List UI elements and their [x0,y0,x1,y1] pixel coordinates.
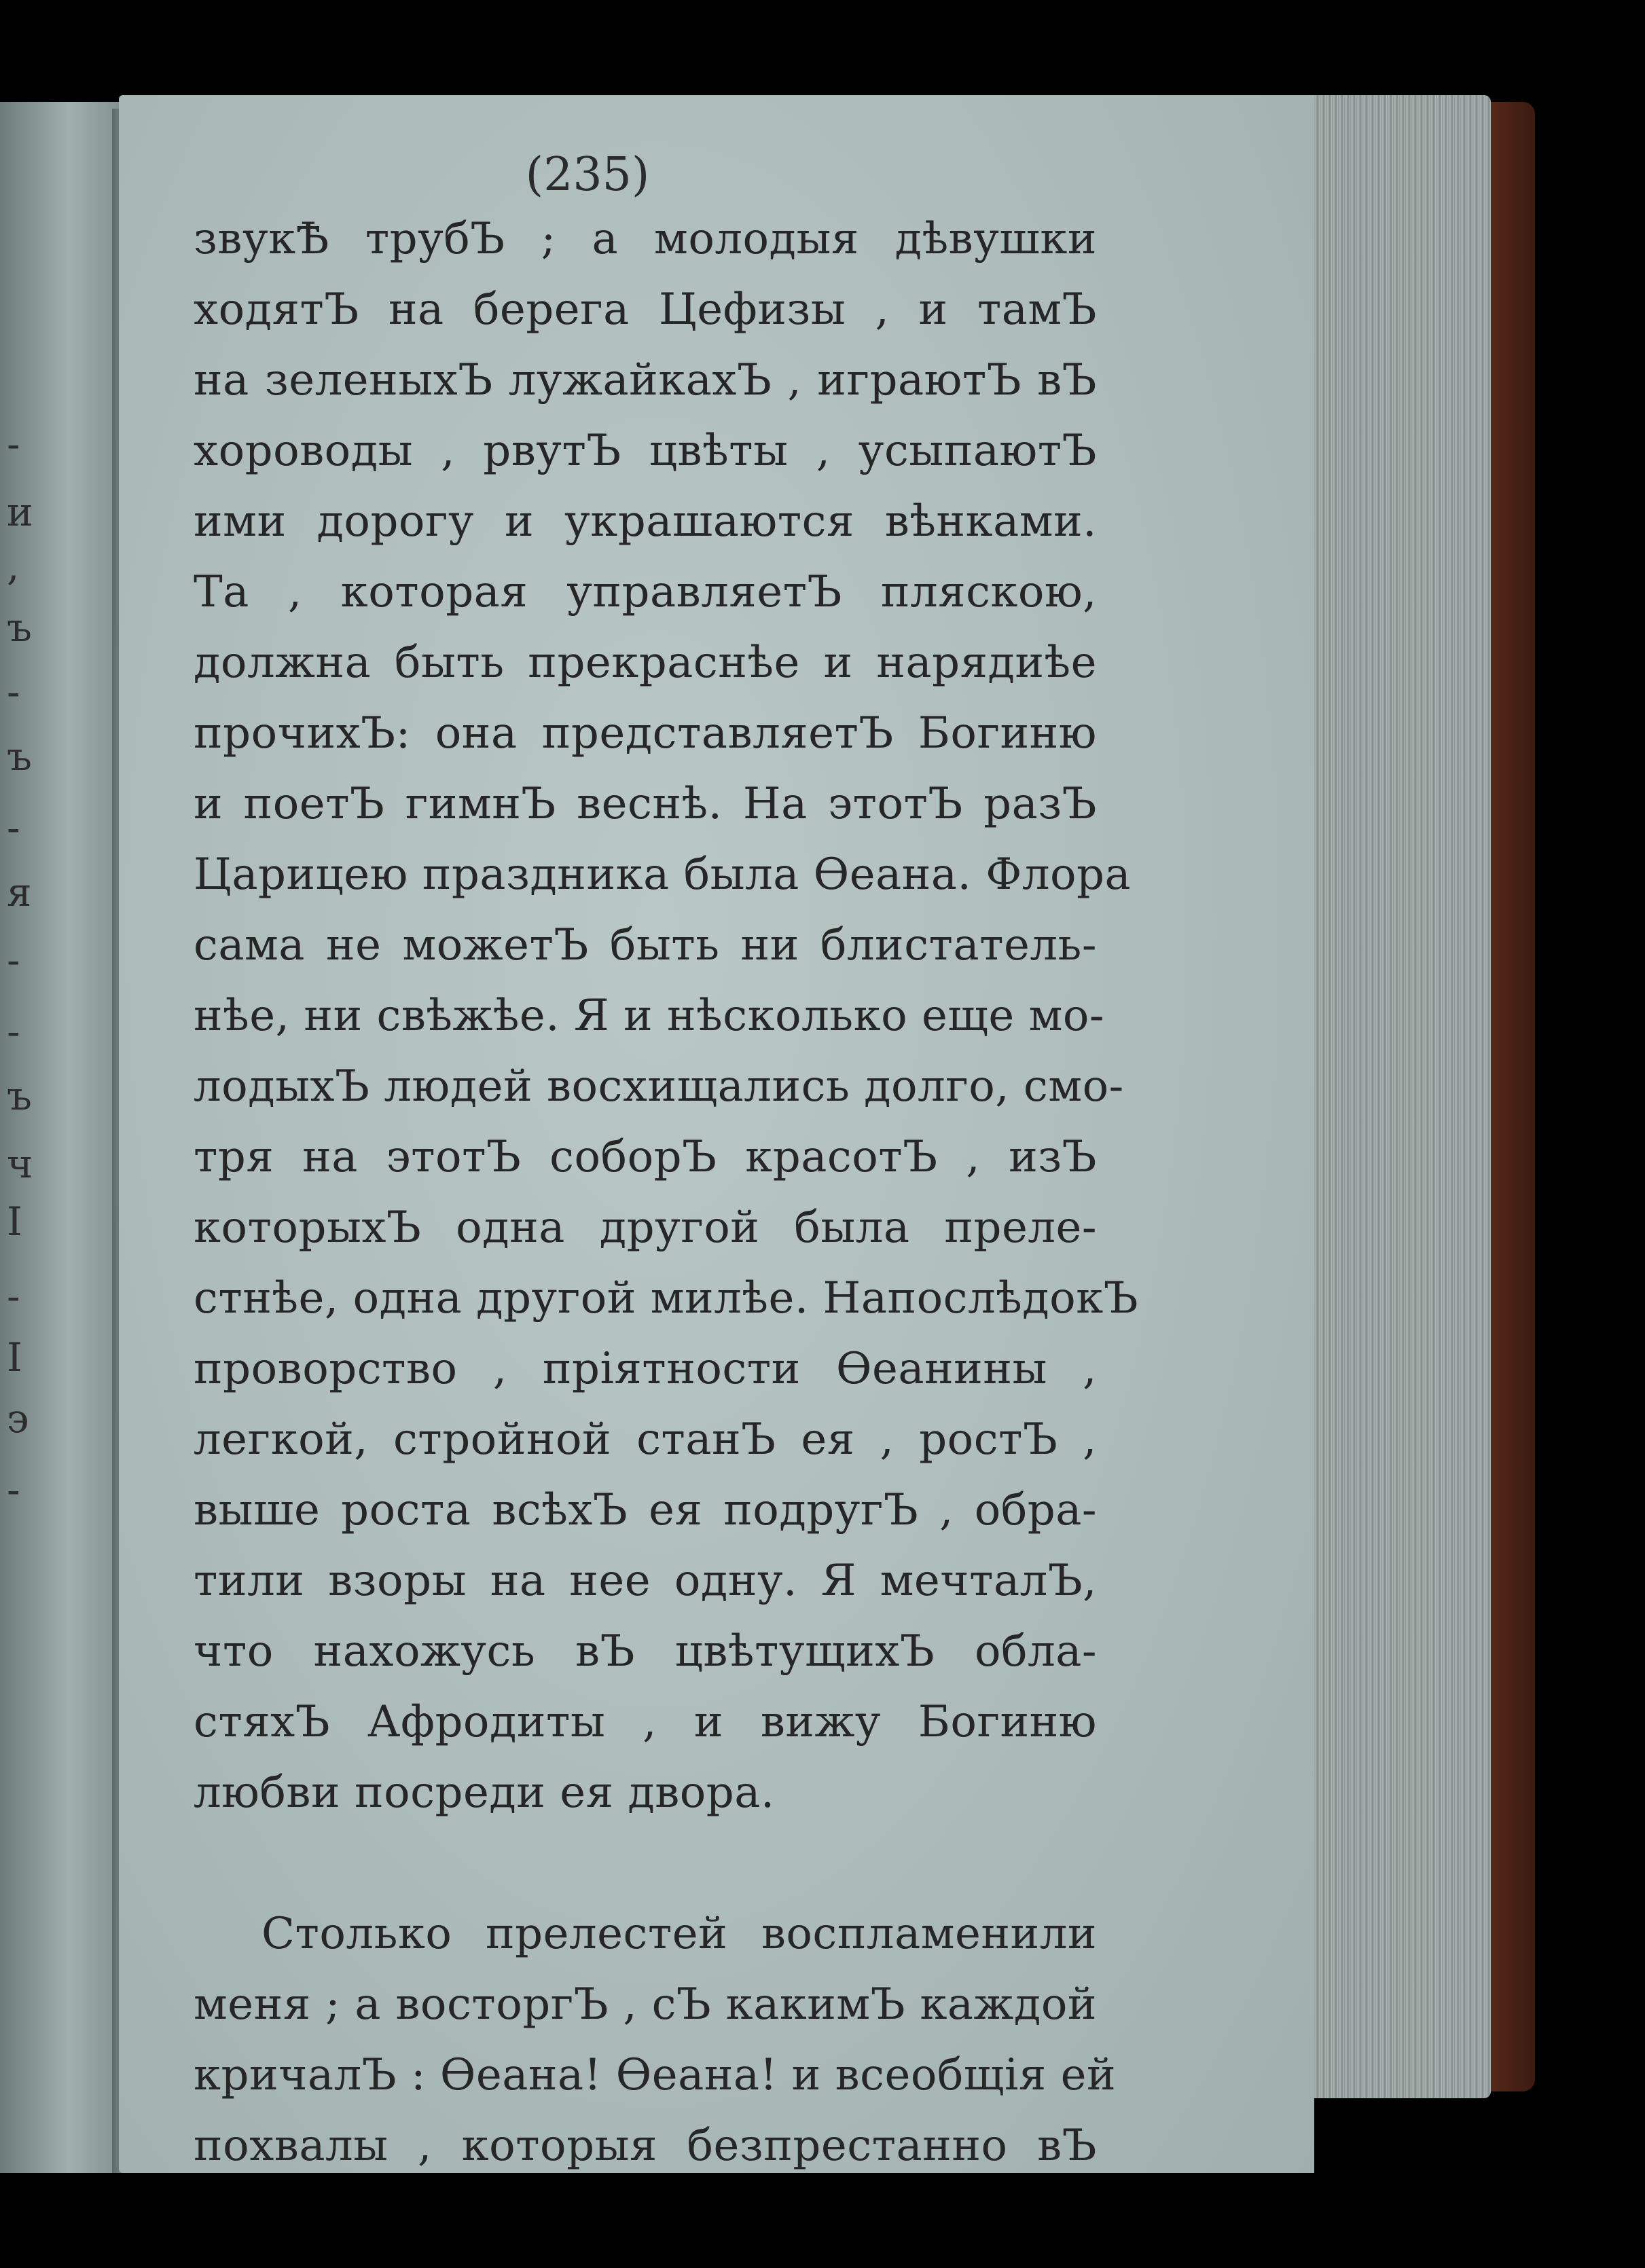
text-line: что нахожусь вЪ цвѣтущихЪ обла- [194,1626,1097,1677]
text-line: стнѣе, одна другой милѣе. НапослѣдокЪ [194,1273,1139,1323]
facing-page-fragment: ъ [7,733,32,780]
paragraph-gap [194,1828,1097,1899]
text-line: кричалЪ : Ѳеана! Ѳеана! и всеобщія ей [194,2050,1117,2100]
facing-page-fragment: я [7,869,32,915]
facing-page-fragment: - [7,1273,20,1319]
text-line: тря на этотЪ соборЪ красотЪ , изЪ [194,1132,1097,1182]
text-line: Царицею праздника была Ѳеана. Флора [194,849,1132,900]
facing-page-fragment: - [7,421,20,467]
facing-page-fragment: I [7,1334,22,1380]
facing-page-fragment: и [7,489,33,535]
facing-page-fragment: - [7,937,20,983]
text-line: Столько прелестей воспламенили [261,1909,1097,1959]
page-edges [1307,95,1491,2098]
text-line: стяхЪ Афродиты , и вижу Богиню [194,1697,1097,1747]
text-line: и поетЪ гимнЪ веснѣ. На этотЪ разЪ [194,779,1097,829]
facing-page-fragment: - [7,805,20,851]
text-line: тили взоры на нее одну. Я мечталЪ, [194,1556,1097,1606]
facing-page-fragment: ъ [7,1073,32,1119]
text-line: выше роста всѣхЪ ея подругЪ , обра- [194,1485,1097,1535]
facing-page [0,102,126,2173]
text-line: любви посреди ея двора. [194,1768,775,1818]
text-line: нѣе, ни свѣжѣе. Я и нѣсколько еще мо- [194,991,1105,1041]
facing-page-fragment: ъ [7,604,32,651]
facing-page-fragment: I [7,1199,22,1245]
text-line: Та , которая управляетЪ пляскою, [194,567,1097,617]
facing-page-fragment: , [7,543,20,589]
text-line: звукѢ трубЪ ; а молодыя дѣвушки [194,214,1097,264]
facing-page-fragment: ч [7,1141,33,1187]
text-line: прочихЪ: она представляетЪ Богиню [194,708,1097,758]
facing-page-fragment: - [7,1008,20,1055]
text-line: похвалы , которыя безпрестанно вЪ [194,2121,1097,2171]
text-line: лодыхЪ людей восхищались долго, смо- [194,1061,1124,1112]
text-line: которыхЪ одна другой была преле- [194,1203,1097,1253]
text-line: меня ; а восторгЪ , сЪ какимЪ каждой [194,1979,1097,2030]
text-line: на зеленыхЪ лужайкахЪ , играютЪ вЪ [194,355,1097,405]
text-line: хороводы , рвутЪ цвѣты , усыпаютЪ [194,426,1097,476]
facing-page-fragment: э [7,1395,29,1442]
facing-page-fragment: - [7,1467,20,1513]
page-number: (235) [525,148,650,202]
facing-page-fragment: - [7,669,20,715]
text-line: легкой, стройной станЪ ея , ростЪ , [194,1414,1097,1465]
page-text [194,204,1139,2181]
text-line: должна быть прекраснѣе и нарядиѣе [194,638,1097,688]
text-line: ходятЪ на берега Цефизы , и тамЪ [194,285,1097,335]
text-line: сама не можетЪ быть ни блистатель- [194,920,1097,970]
text-line: ими дорогу и украшаются вѣнками. [194,496,1097,547]
text-line: проворство , пріятности Ѳеанины , [194,1344,1097,1394]
